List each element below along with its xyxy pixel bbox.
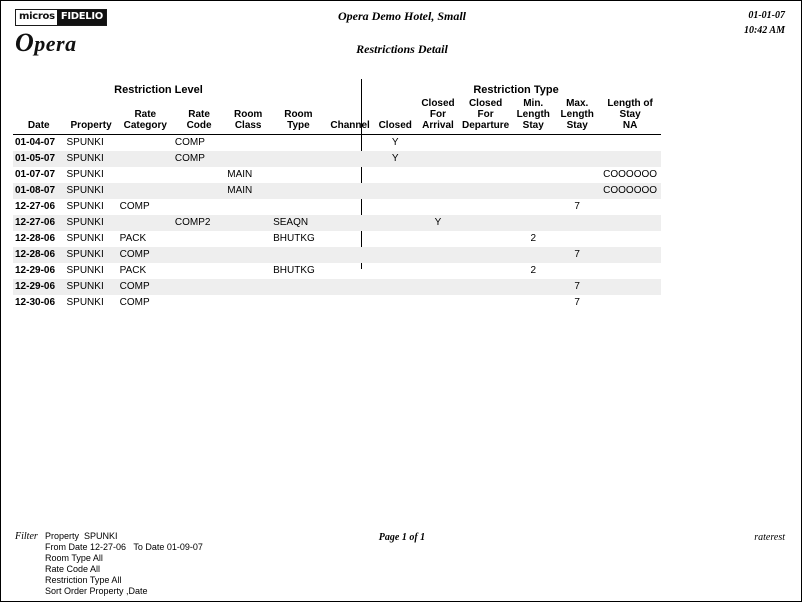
cell-date: 12-28-06: [13, 247, 65, 263]
table-row: [13, 279, 661, 295]
column-header-maxls-line2: Length: [560, 109, 594, 120]
cell-channel: [326, 231, 375, 247]
table-row: [13, 263, 661, 279]
cell-room-class: [225, 295, 271, 311]
cell-room-type: BHUTKG: [273, 233, 315, 244]
cell-rate-category: PACK: [119, 265, 147, 276]
table-row: [13, 247, 661, 263]
cell-closed-for-arrival: [416, 135, 460, 152]
column-header-losna-line2: Stay: [619, 109, 641, 120]
cell-channel: [326, 199, 375, 215]
cell-room-type: BHUTKG: [273, 265, 315, 276]
cell-rate-category: PACK: [119, 233, 147, 244]
cell-min-length-stay: 2: [530, 233, 536, 244]
cell-max-length-stay: [555, 135, 599, 152]
cell-channel: [326, 167, 375, 183]
report-id: raterest: [754, 532, 785, 543]
column-header-channel: Channel: [326, 97, 375, 135]
cell-rate-category: COMP: [119, 201, 150, 212]
cell-rate-code: [173, 183, 225, 199]
cell-closed: Y: [391, 137, 399, 148]
cell-closed: [374, 247, 416, 263]
table-header: [13, 97, 661, 135]
column-header-rate-category: [118, 97, 173, 135]
cell-rate-category: [118, 167, 173, 183]
cell-min-length-stay: [511, 183, 555, 199]
cell-room-class: MAIN: [227, 169, 253, 180]
column-header-cfd-line3: Departure: [461, 120, 510, 131]
cell-room-class: [225, 279, 271, 295]
column-header-cfa-line2: For: [429, 109, 447, 120]
column-header-rate-code: [173, 97, 225, 135]
cell-length-of-stay-na: [599, 279, 661, 295]
column-header-date: Date: [13, 97, 65, 135]
column-header-losna-line1: Length of: [607, 98, 653, 109]
column-header-minls-line2: Length: [516, 109, 550, 120]
cell-room-class: [225, 151, 271, 167]
filter-line: From Date 12-27-06 To Date 01-09-07: [45, 542, 203, 552]
cell-min-length-stay: [511, 215, 555, 231]
cell-room-type: [271, 167, 326, 183]
filter-line: Rate Code All: [45, 564, 101, 574]
cell-rate-code: COMP: [174, 137, 205, 148]
cell-channel: [326, 263, 375, 279]
restrictions-table: [13, 97, 661, 311]
table-row: [13, 215, 661, 231]
cell-rate-code: [173, 263, 225, 279]
cell-channel: [326, 279, 375, 295]
cell-closed: Y: [374, 151, 416, 167]
table-row: [13, 151, 661, 167]
cell-closed-for-departure: [460, 279, 511, 295]
cell-date: 12-27-06: [13, 215, 65, 231]
group-header-restriction-type: Restriction Type: [473, 84, 559, 96]
cell-rate-category: COMP: [118, 279, 173, 295]
column-header-cfa-line1: Closed: [421, 98, 455, 109]
cell-rate-code: [173, 199, 225, 215]
column-header-min-length-stay: [511, 97, 555, 135]
cell-length-of-stay-na: [599, 231, 661, 247]
cell-closed: [374, 199, 416, 215]
cell-closed-for-departure: [460, 199, 511, 215]
cell-length-of-stay-na: [599, 215, 661, 231]
cell-rate-code: [173, 279, 225, 295]
column-header-room-type: [271, 97, 326, 135]
cell-min-length-stay: [511, 295, 555, 311]
table-row: [13, 231, 661, 247]
cell-closed-for-arrival: Y: [416, 215, 460, 231]
cell-channel: [326, 183, 375, 199]
cell-length-of-stay-na: [599, 151, 661, 167]
column-header-cfd-line2: For: [477, 109, 494, 120]
cell-property: SPUNKI: [66, 265, 104, 276]
table-row: [13, 295, 661, 311]
cell-closed-for-departure: [460, 231, 511, 247]
hotel-title: Opera Demo Hotel, Small: [338, 9, 466, 23]
cell-max-length-stay: 7: [555, 247, 599, 263]
cell-max-length-stay: [555, 263, 599, 279]
cell-closed-for-departure: [460, 151, 511, 167]
column-header-maxls-line1: Max.: [566, 98, 589, 109]
cell-closed-for-departure: [460, 295, 511, 311]
filter-line: Sort Order Property ,Date: [45, 586, 148, 596]
cell-property: SPUNKI: [65, 151, 118, 167]
cell-room-class: MAIN: [225, 183, 271, 199]
cell-date: 12-29-06: [13, 279, 65, 295]
cell-length-of-stay-na: COOOOOO: [599, 183, 661, 199]
cell-date: 12-28-06: [15, 233, 56, 244]
cell-property: SPUNKI: [65, 183, 118, 199]
cell-channel: [326, 247, 375, 263]
cell-length-of-stay-na: COOOOOO: [603, 169, 658, 180]
cell-room-class: [225, 199, 271, 215]
cell-closed-for-departure: [460, 247, 511, 263]
column-header-room-class: [225, 97, 271, 135]
cell-min-length-stay: [511, 167, 555, 183]
cell-room-type: [271, 279, 326, 295]
cell-max-length-stay: 7: [574, 201, 580, 212]
cell-rate-code: [173, 247, 225, 263]
cell-closed-for-arrival: [416, 263, 460, 279]
cell-closed-for-departure: [460, 215, 511, 231]
cell-rate-code: [173, 295, 225, 311]
cell-channel: [326, 295, 375, 311]
cell-room-class: [225, 263, 271, 279]
cell-channel: [326, 215, 375, 231]
cell-rate-code: COMP: [173, 151, 225, 167]
cell-room-type: [271, 135, 326, 152]
cell-rate-category: [118, 151, 173, 167]
cell-rate-category: COMP: [119, 297, 150, 308]
cell-closed-for-arrival: [416, 199, 460, 215]
cell-closed-for-arrival: [416, 247, 460, 263]
cell-closed: [374, 167, 416, 183]
cell-min-length-stay: 2: [530, 265, 536, 276]
cell-length-of-stay-na: [599, 295, 661, 311]
cell-date: 12-29-06: [15, 265, 56, 276]
cell-closed-for-arrival: [416, 279, 460, 295]
cell-max-length-stay: [555, 167, 599, 183]
cell-date: 12-30-06: [15, 297, 56, 308]
column-header-length-of-stay-na: [599, 97, 661, 135]
column-header-rate-code-line1: Rate: [188, 109, 210, 120]
cell-property: SPUNKI: [65, 247, 118, 263]
cell-room-class: [225, 231, 271, 247]
column-header-room-type-line2: Type: [287, 120, 310, 131]
cell-property: SPUNKI: [65, 279, 118, 295]
cell-max-length-stay: [555, 151, 599, 167]
cell-closed: [374, 295, 416, 311]
cell-rate-category: [118, 135, 173, 152]
cell-rate-code: COMP2: [173, 215, 225, 231]
cell-property: SPUNKI: [66, 137, 104, 148]
page-number: Page 1 of 1: [378, 532, 426, 543]
cell-room-type: [271, 199, 326, 215]
cell-property: SPUNKI: [66, 233, 104, 244]
cell-min-length-stay: [511, 279, 555, 295]
cell-max-length-stay: [555, 183, 599, 199]
page-title: Restrictions Detail: [356, 42, 448, 56]
cell-min-length-stay: [511, 199, 555, 215]
filter-label: Filter: [15, 531, 38, 542]
cell-closed: [374, 231, 416, 247]
cell-closed-for-departure: [460, 263, 511, 279]
column-header-cfd-line1: Closed: [468, 98, 503, 109]
cell-property: SPUNKI: [66, 297, 104, 308]
cell-length-of-stay-na: [599, 199, 661, 215]
cell-closed-for-arrival: [416, 295, 460, 311]
column-header-max-length-stay: [555, 97, 599, 135]
cell-date: 01-08-07: [13, 183, 65, 199]
cell-room-type: SEAQN: [271, 215, 326, 231]
cell-room-class: [225, 215, 271, 231]
cell-rate-code: [173, 167, 225, 183]
group-header-restriction-level: Restriction Level: [114, 84, 203, 96]
column-header-room-type-line1: Room: [284, 109, 313, 120]
cell-room-type: [271, 151, 326, 167]
cell-closed: [374, 263, 416, 279]
column-header-rate-category-line1: Rate: [134, 109, 157, 120]
logo-micros-text: micros: [19, 11, 55, 22]
column-header-room-class-line2: Class: [234, 120, 262, 131]
cell-length-of-stay-na: [599, 247, 661, 263]
column-header-closed-for-departure: [460, 97, 511, 135]
cell-closed-for-departure: [460, 183, 511, 199]
cell-room-type: [271, 183, 326, 199]
cell-rate-category: COMP: [118, 247, 173, 263]
column-header-property: Property: [65, 97, 118, 135]
cell-room-type: [271, 247, 326, 263]
cell-date: 01-05-07: [13, 151, 65, 167]
column-header-minls-line1: Min.: [523, 98, 544, 109]
cell-closed: [374, 279, 416, 295]
cell-room-type: [271, 295, 326, 311]
table-row: [13, 135, 661, 152]
cell-rate-category: [118, 183, 173, 199]
column-header-maxls-line3: Stay: [566, 120, 588, 131]
cell-closed: [374, 215, 416, 231]
column-header-cfa-line3: Arrival: [422, 120, 454, 131]
cell-max-length-stay: [555, 231, 599, 247]
cell-max-length-stay: 7: [555, 279, 599, 295]
cell-date: 01-04-07: [15, 137, 56, 148]
cell-rate-code: [173, 231, 225, 247]
table-row: [13, 199, 661, 215]
cell-closed-for-departure: [460, 135, 511, 152]
cell-room-class: [225, 247, 271, 263]
column-header-minls-line3: Stay: [522, 120, 544, 131]
opera-logo-rest: pera: [34, 31, 77, 56]
cell-closed-for-arrival: [416, 183, 460, 199]
table-body: [13, 135, 661, 312]
filter-line: Property SPUNKI: [45, 531, 118, 541]
column-header-closed-for-arrival: [416, 97, 460, 135]
filter-line: Restriction Type All: [45, 575, 122, 585]
cell-length-of-stay-na: [599, 135, 661, 152]
column-header-closed: Closed: [374, 97, 416, 135]
cell-room-class: [225, 135, 271, 152]
cell-rate-category: [118, 215, 173, 231]
cell-closed-for-departure: [460, 167, 511, 183]
report-date: 01-01-07: [748, 10, 785, 21]
cell-min-length-stay: [511, 151, 555, 167]
column-header-losna-line3: NA: [622, 120, 638, 131]
cell-channel: [326, 135, 375, 152]
cell-date: 12-27-06: [15, 201, 56, 212]
cell-min-length-stay: [511, 135, 555, 152]
cell-closed: [374, 183, 416, 199]
cell-max-length-stay: 7: [574, 297, 580, 308]
logo-fidelio-text: FIDELIO: [57, 10, 106, 25]
column-header-room-class-line1: Room: [233, 109, 263, 120]
cell-closed-for-arrival: [416, 231, 460, 247]
column-header-rate-code-line2: Code: [186, 120, 212, 131]
opera-logo-initial: O: [15, 28, 35, 57]
cell-channel: [326, 151, 375, 167]
cell-min-length-stay: [511, 247, 555, 263]
filter-line: Room Type All: [45, 553, 103, 563]
table-row: [13, 167, 661, 183]
cell-property: SPUNKI: [66, 169, 104, 180]
column-header-rate-category-line2: Category: [123, 120, 167, 131]
cell-closed-for-arrival: [416, 151, 460, 167]
table-row: [13, 183, 661, 199]
cell-max-length-stay: [555, 215, 599, 231]
cell-date: 01-07-07: [15, 169, 56, 180]
cell-property: SPUNKI: [65, 215, 118, 231]
cell-length-of-stay-na: [599, 263, 661, 279]
cell-closed-for-arrival: [416, 167, 460, 183]
cell-property: SPUNKI: [66, 201, 104, 212]
report-time: 10:42 AM: [743, 25, 785, 36]
